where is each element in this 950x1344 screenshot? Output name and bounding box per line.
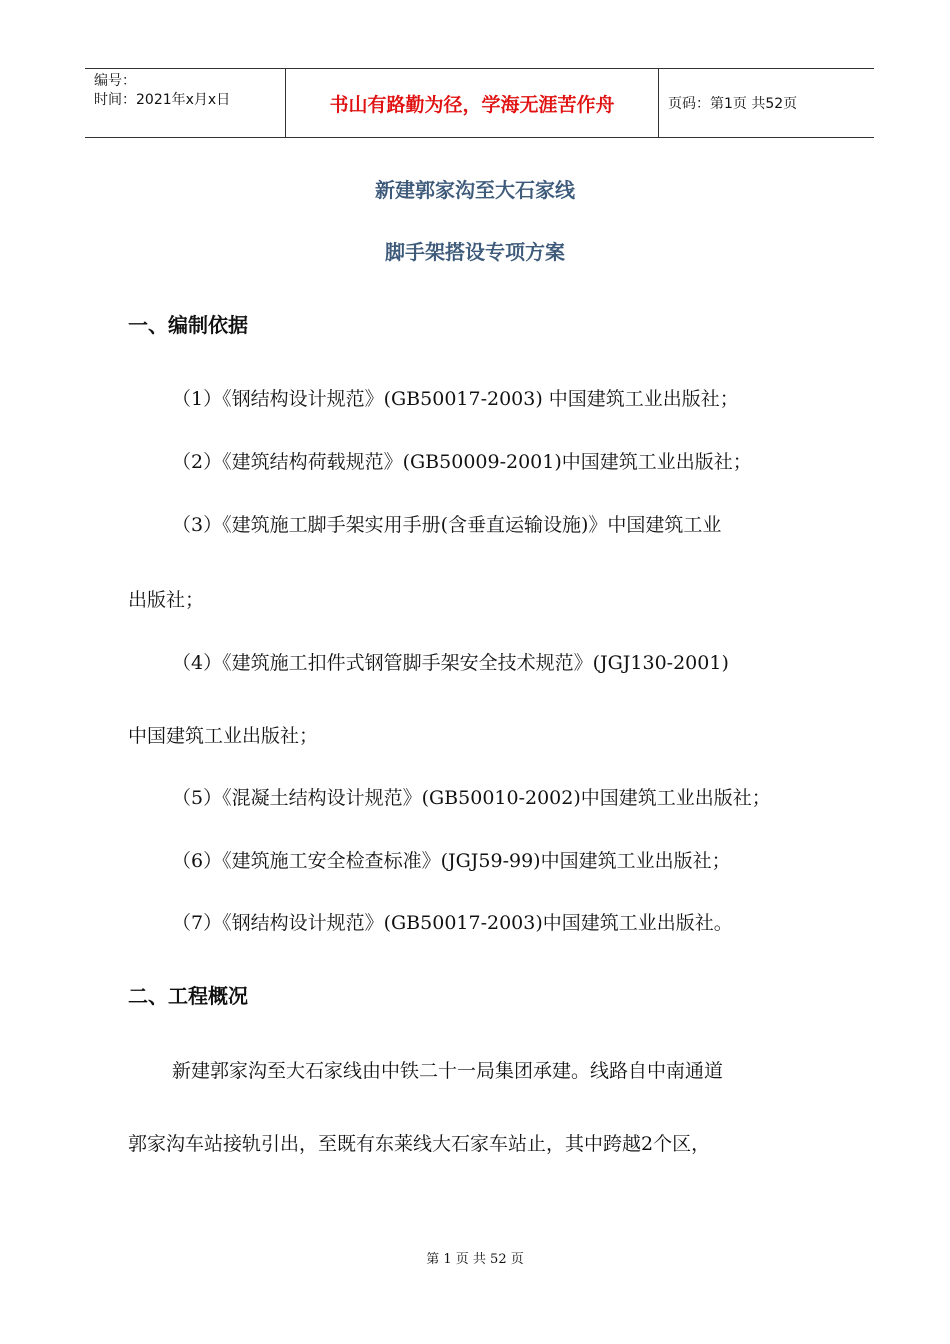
basis-item-3-cont: 出版社； bbox=[128, 589, 205, 611]
section-heading-basis: 一、编制依据 bbox=[128, 313, 248, 337]
basis-item-1: （1）《钢结构设计规范》(GB50017-2003) 中国建筑工业出版社； bbox=[172, 388, 739, 410]
page-header bbox=[85, 68, 874, 138]
header-meta bbox=[85, 69, 286, 137]
basis-item-6: （6）《建筑施工安全检查标准》(JGJ59-99)中国建筑工业出版社； bbox=[172, 850, 731, 872]
section-heading-overview: 二、工程概况 bbox=[128, 984, 248, 1008]
basis-item-4-cont: 中国建筑工业出版社； bbox=[128, 725, 319, 747]
page-footer: 第 1 页 共 52 页 bbox=[426, 1252, 524, 1267]
document-time-label: 时间：2021年x月x日 bbox=[94, 92, 231, 108]
document-number-label: 编号： bbox=[94, 73, 136, 89]
header-motto: 书山有路勤为径，学海无涯苦作舟 bbox=[286, 69, 659, 137]
basis-item-5: （5）《混凝土结构设计规范》(GB50010-2002)中国建筑工业出版社； bbox=[172, 787, 771, 809]
document-title-line2: 脚手架搭设专项方案 bbox=[385, 240, 565, 264]
basis-item-2: （2）《建筑结构荷载规范》(GB50009-2001)中国建筑工业出版社； bbox=[172, 451, 752, 473]
overview-line-1: 新建郭家沟至大石家线由中铁二十一局集团承建。线路自中南通道 bbox=[172, 1060, 724, 1082]
header-page-number: 页码：第1页 共52页 bbox=[668, 96, 798, 112]
basis-item-3: （3）《建筑施工脚手架实用手册(含垂直运输设施)》中国建筑工业 bbox=[172, 514, 722, 536]
document-title-line1: 新建郭家沟至大石家线 bbox=[375, 178, 575, 202]
basis-item-7: （7）《钢结构设计规范》(GB50017-2003)中国建筑工业出版社。 bbox=[172, 912, 733, 934]
overview-line-2: 郭家沟车站接轨引出，至既有东莱线大石家车站止，其中跨越2个区， bbox=[128, 1133, 711, 1155]
basis-item-4: （4）《建筑施工扣件式钢管脚手架安全技术规范》(JGJ130-2001) bbox=[172, 652, 729, 674]
